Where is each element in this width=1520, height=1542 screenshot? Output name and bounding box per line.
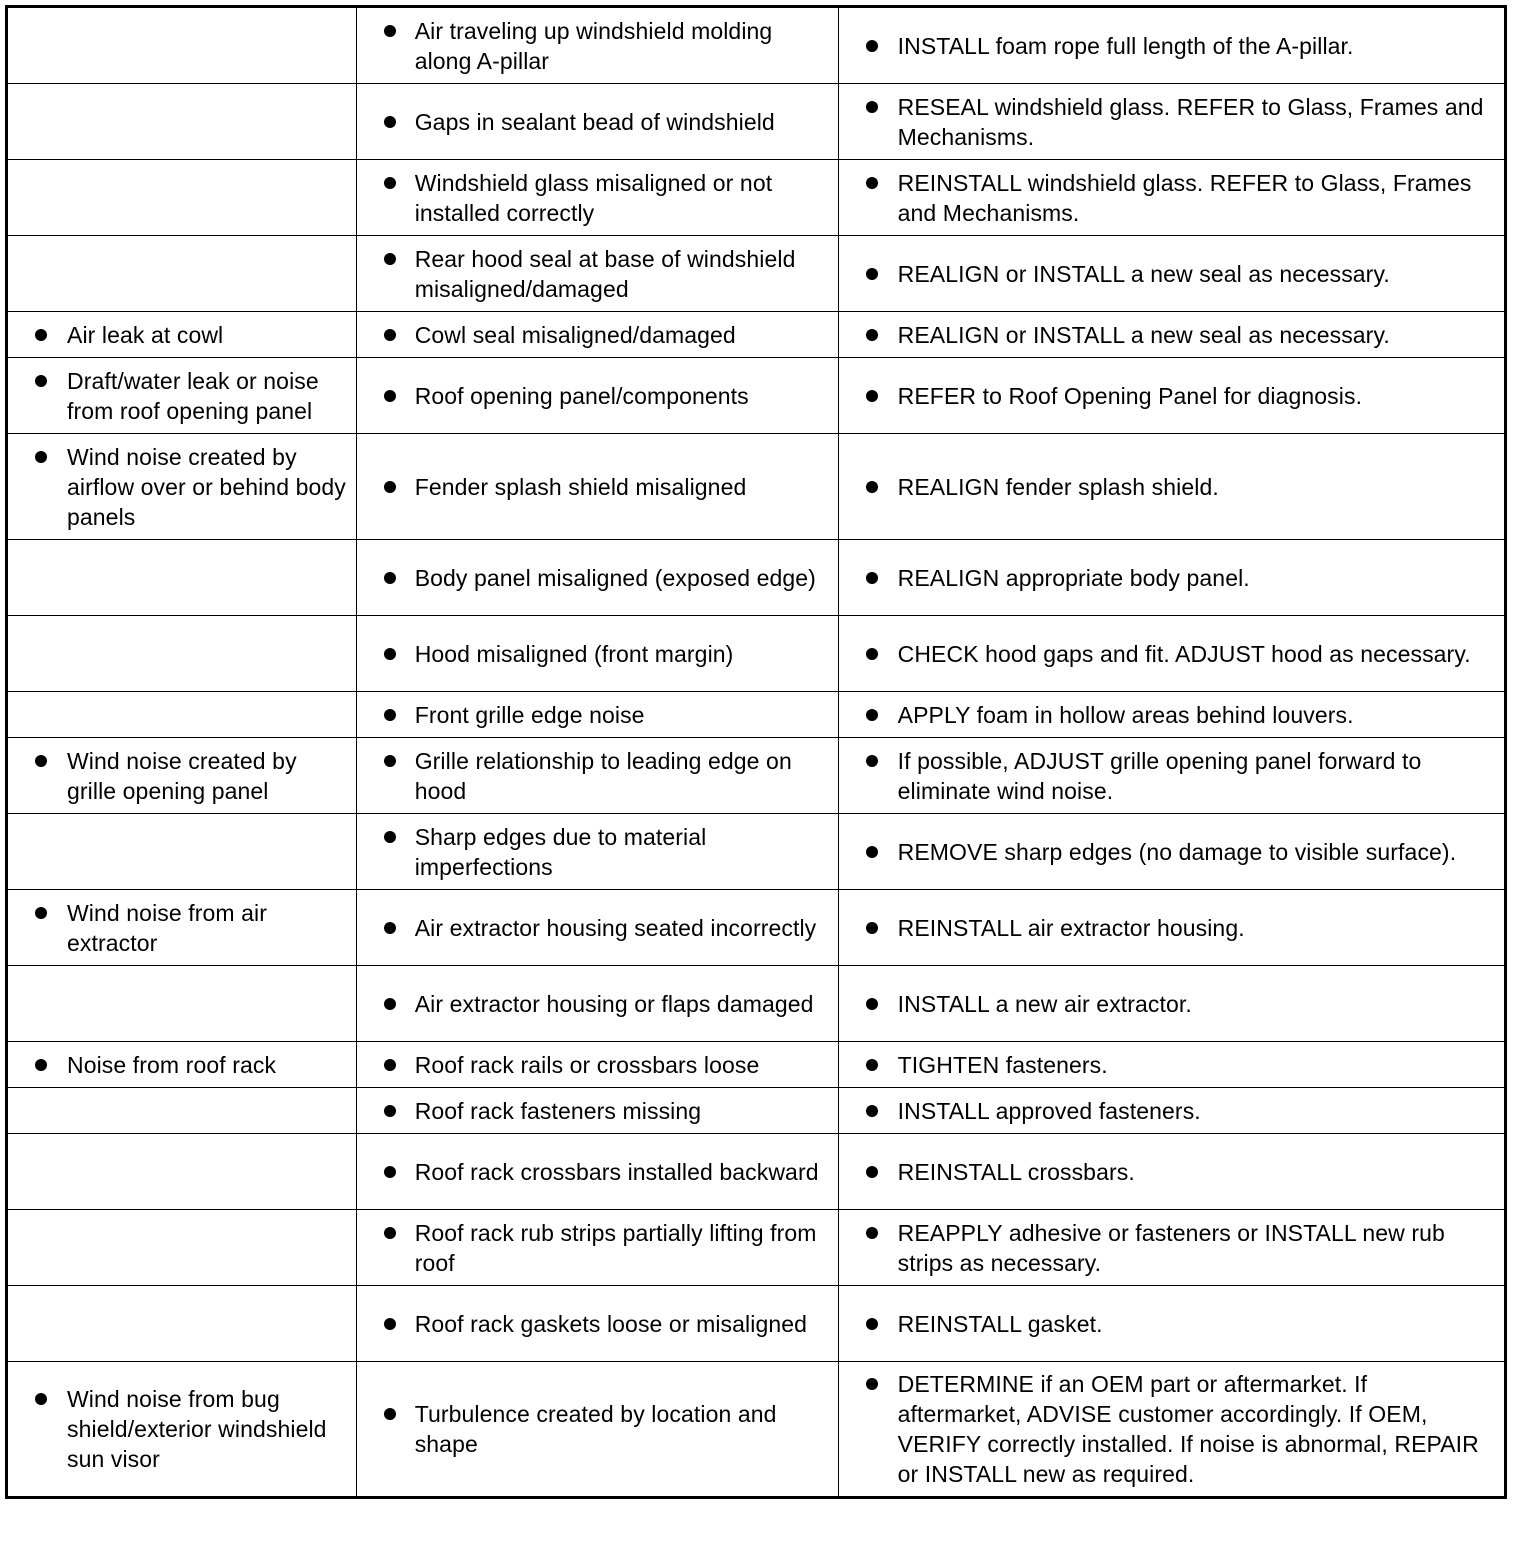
diagnosis-table (5, 5, 1507, 1499)
source-cell (356, 358, 838, 434)
bullet-icon (384, 648, 396, 660)
condition-cell (7, 890, 357, 966)
condition-cell-text: Draft/water leak or noise from roof opening panel (67, 367, 319, 424)
bullet-item (839, 472, 1504, 502)
bullet-icon (866, 481, 878, 493)
table-row (7, 738, 1506, 814)
action-cell (838, 434, 1505, 540)
condition-cell (7, 738, 357, 814)
bullet-item (357, 989, 838, 1019)
source-cell (356, 1210, 838, 1286)
table-row (7, 7, 1506, 84)
action-cell-text: REALIGN fender splash shield. (897, 473, 1219, 500)
table-row (7, 1210, 1506, 1286)
bullet-icon (35, 451, 47, 463)
table-row (7, 540, 1506, 616)
bullet-item (839, 1157, 1504, 1187)
bullet-item (839, 639, 1504, 669)
bullet-item (357, 168, 838, 228)
bullet-item (839, 837, 1504, 867)
bullet-icon (866, 846, 878, 858)
bullet-icon (384, 1318, 396, 1330)
bullet-icon (35, 329, 47, 341)
bullet-icon (384, 1227, 396, 1239)
bullet-icon (35, 375, 47, 387)
source-cell (356, 738, 838, 814)
source-cell-text: Turbulence created by location and shape (414, 1401, 777, 1457)
action-cell (838, 1088, 1505, 1134)
source-cell-text: Body panel misaligned (exposed edge) (414, 564, 816, 591)
action-cell-text: REALIGN or INSTALL a new seal as necessary. (897, 260, 1390, 287)
action-cell-text: INSTALL foam rope full length of the A-pillar. (897, 32, 1354, 59)
bullet-item (839, 259, 1504, 289)
table-row (7, 236, 1506, 312)
condition-cell (7, 692, 357, 738)
action-cell-text: REINSTALL windshield glass. REFER to Glass, Frames and Mechanisms. (897, 169, 1472, 226)
source-cell-text: Windshield glass misaligned or not installed correctly (414, 169, 773, 226)
bullet-icon (384, 998, 396, 1010)
action-cell (838, 966, 1505, 1042)
bullet-item (357, 639, 838, 669)
bullet-icon (866, 755, 878, 767)
source-cell-text: Front grille edge noise (414, 701, 645, 728)
table-body (7, 7, 1506, 1498)
source-cell (356, 1088, 838, 1134)
condition-cell-text: Wind noise created by airflow over or behind body panels (67, 443, 346, 530)
source-cell-text: Hood misaligned (front margin) (414, 640, 734, 667)
table-row (7, 1088, 1506, 1134)
bullet-item (839, 1369, 1504, 1489)
table-row (7, 966, 1506, 1042)
source-cell (356, 7, 838, 84)
table-row (7, 1286, 1506, 1362)
action-cell-text: REMOVE sharp edges (no damage to visible surface). (897, 838, 1457, 865)
bullet-item (8, 442, 356, 532)
action-cell (838, 1286, 1505, 1362)
bullet-item (839, 320, 1504, 350)
bullet-icon (384, 481, 396, 493)
source-cell (356, 160, 838, 236)
table-row (7, 312, 1506, 358)
bullet-item (839, 700, 1504, 730)
source-cell (356, 692, 838, 738)
source-cell-text: Roof rack crossbars installed backward (414, 1158, 819, 1185)
bullet-item (839, 381, 1504, 411)
bullet-icon (384, 709, 396, 721)
condition-cell (7, 1134, 357, 1210)
source-cell (356, 616, 838, 692)
action-cell (838, 1042, 1505, 1088)
bullet-item (8, 366, 356, 426)
bullet-icon (866, 1166, 878, 1178)
bullet-icon (866, 329, 878, 341)
bullet-icon (384, 1408, 396, 1420)
bullet-item (839, 1309, 1504, 1339)
bullet-item (357, 16, 838, 76)
condition-cell (7, 1286, 357, 1362)
action-cell-text: REALIGN appropriate body panel. (897, 564, 1250, 591)
table-row (7, 692, 1506, 738)
bullet-item (839, 913, 1504, 943)
source-cell (356, 540, 838, 616)
bullet-item (8, 746, 356, 806)
source-cell-text: Air traveling up windshield molding along A-pillar (414, 17, 773, 74)
condition-cell (7, 1210, 357, 1286)
bullet-icon (866, 268, 878, 280)
condition-cell (7, 7, 357, 84)
bullet-icon (35, 755, 47, 767)
bullet-item (357, 700, 838, 730)
bullet-icon (866, 572, 878, 584)
bullet-item (839, 1050, 1504, 1080)
table-row (7, 358, 1506, 434)
source-cell-text: Fender splash shield misaligned (414, 473, 747, 500)
action-cell (838, 692, 1505, 738)
source-cell (356, 236, 838, 312)
bullet-item (8, 320, 356, 350)
bullet-item (839, 92, 1504, 152)
condition-cell (7, 540, 357, 616)
action-cell-text: TIGHTEN fasteners. (897, 1051, 1108, 1078)
action-cell-text: RESEAL windshield glass. REFER to Glass, Frames and Mechanisms. (897, 93, 1484, 150)
bullet-item (8, 1050, 356, 1080)
bullet-item (839, 989, 1504, 1019)
condition-cell-text: Wind noise created by grille opening panel (67, 747, 297, 804)
source-cell (356, 1362, 838, 1498)
source-cell (356, 814, 838, 890)
bullet-icon (866, 709, 878, 721)
bullet-item (357, 320, 838, 350)
bullet-item (357, 1050, 838, 1080)
bullet-item (357, 472, 838, 502)
action-cell (838, 1362, 1505, 1498)
condition-cell (7, 236, 357, 312)
condition-cell (7, 312, 357, 358)
action-cell (838, 312, 1505, 358)
action-cell (838, 1210, 1505, 1286)
bullet-item (357, 1157, 838, 1187)
action-cell-text: If possible, ADJUST grille opening panel forward to eliminate wind noise. (897, 747, 1422, 804)
bullet-item (839, 168, 1504, 228)
bullet-icon (866, 1378, 878, 1390)
bullet-icon (866, 1318, 878, 1330)
bullet-icon (866, 177, 878, 189)
source-cell (356, 1286, 838, 1362)
source-cell (356, 890, 838, 966)
bullet-icon (866, 40, 878, 52)
bullet-item (839, 31, 1504, 61)
bullet-icon (866, 998, 878, 1010)
condition-cell (7, 1362, 357, 1498)
bullet-item (839, 563, 1504, 593)
action-cell-text: REINSTALL gasket. (897, 1310, 1103, 1337)
table-row (7, 1362, 1506, 1498)
condition-cell (7, 160, 357, 236)
action-cell (838, 616, 1505, 692)
source-cell-text: Roof rack rub strips partially lifting from roof (414, 1219, 817, 1276)
action-cell (838, 1134, 1505, 1210)
bullet-icon (384, 253, 396, 265)
bullet-icon (384, 329, 396, 341)
bullet-icon (384, 755, 396, 767)
source-cell-text: Air extractor housing or flaps damaged (414, 990, 814, 1017)
bullet-item (357, 1218, 838, 1278)
action-cell (838, 358, 1505, 434)
bullet-icon (35, 907, 47, 919)
action-cell-text: CHECK hood gaps and fit. ADJUST hood as necessary. (897, 640, 1471, 667)
bullet-icon (384, 1166, 396, 1178)
condition-cell-text: Wind noise from air extractor (67, 899, 268, 956)
bullet-icon (866, 1059, 878, 1071)
bullet-icon (384, 390, 396, 402)
action-cell-text: INSTALL a new air extractor. (897, 990, 1192, 1017)
source-cell-text: Air extractor housing seated incorrectly (414, 914, 817, 941)
bullet-icon (384, 922, 396, 934)
action-cell (838, 890, 1505, 966)
action-cell-text: INSTALL approved fasteners. (897, 1097, 1201, 1124)
bullet-icon (866, 1105, 878, 1117)
source-cell-text: Roof opening panel/components (414, 382, 749, 409)
bullet-item (8, 898, 356, 958)
table-row (7, 890, 1506, 966)
bullet-item (357, 913, 838, 943)
action-cell-text: DETERMINE if an OEM part or aftermarket. If aftermarket, ADVISE customer accordingly. If OEM, VERIFY correctly installed. If noise is abnormal, REPAIR or INSTALL new as required. (897, 1371, 1479, 1487)
action-cell-text: REALIGN or INSTALL a new seal as necessary. (897, 321, 1390, 348)
table-row (7, 814, 1506, 890)
action-cell (838, 84, 1505, 160)
condition-cell (7, 1042, 357, 1088)
source-cell (356, 312, 838, 358)
bullet-icon (35, 1393, 47, 1405)
condition-cell (7, 84, 357, 160)
source-cell-text: Roof rack rails or crossbars loose (414, 1051, 760, 1078)
condition-cell (7, 814, 357, 890)
bullet-icon (384, 1105, 396, 1117)
action-cell (838, 540, 1505, 616)
source-cell-text: Cowl seal misaligned/damaged (414, 321, 736, 348)
bullet-icon (384, 116, 396, 128)
table-row (7, 160, 1506, 236)
bullet-icon (35, 1059, 47, 1071)
bullet-icon (866, 922, 878, 934)
bullet-item (357, 1399, 838, 1459)
action-cell (838, 738, 1505, 814)
table-row (7, 1134, 1506, 1210)
bullet-icon (866, 1227, 878, 1239)
condition-cell-text: Noise from roof rack (67, 1051, 277, 1078)
condition-cell-text: Air leak at cowl (67, 321, 224, 348)
bullet-item (839, 746, 1504, 806)
condition-cell (7, 358, 357, 434)
table-row (7, 434, 1506, 540)
action-cell-text: REINSTALL air extractor housing. (897, 914, 1245, 941)
bullet-icon (384, 25, 396, 37)
source-cell (356, 84, 838, 160)
condition-cell (7, 966, 357, 1042)
bullet-item (839, 1218, 1504, 1278)
source-cell-text: Roof rack fasteners missing (414, 1097, 702, 1124)
action-cell-text: APPLY foam in hollow areas behind louvers. (897, 701, 1354, 728)
source-cell-text: Gaps in sealant bead of windshield (414, 108, 775, 135)
bullet-item (357, 822, 838, 882)
action-cell (838, 160, 1505, 236)
bullet-item (357, 746, 838, 806)
bullet-icon (384, 1059, 396, 1071)
source-cell-text: Grille relationship to leading edge on hood (414, 747, 792, 804)
bullet-icon (866, 390, 878, 402)
bullet-icon (866, 648, 878, 660)
source-cell (356, 1134, 838, 1210)
condition-cell-text: Wind noise from bug shield/exterior windshield sun visor (67, 1386, 327, 1472)
bullet-item (357, 1309, 838, 1339)
bullet-item (357, 563, 838, 593)
bullet-item (357, 107, 838, 137)
bullet-icon (384, 572, 396, 584)
bullet-item (8, 1384, 356, 1474)
action-cell-text: REINSTALL crossbars. (897, 1158, 1135, 1185)
action-cell-text: REFER to Roof Opening Panel for diagnosis. (897, 382, 1363, 409)
source-cell (356, 434, 838, 540)
condition-cell (7, 616, 357, 692)
bullet-icon (866, 101, 878, 113)
table-row (7, 616, 1506, 692)
source-cell-text: Sharp edges due to material imperfections (414, 823, 707, 880)
bullet-item (357, 244, 838, 304)
action-cell (838, 7, 1505, 84)
action-cell-text: REAPPLY adhesive or fasteners or INSTALL new rub strips as necessary. (897, 1219, 1445, 1276)
bullet-item (839, 1096, 1504, 1126)
action-cell (838, 236, 1505, 312)
table-row (7, 84, 1506, 160)
source-cell (356, 966, 838, 1042)
table-row (7, 1042, 1506, 1088)
source-cell-text: Rear hood seal at base of windshield misaligned/damaged (414, 245, 796, 302)
bullet-item (357, 1096, 838, 1126)
condition-cell (7, 434, 357, 540)
bullet-icon (384, 831, 396, 843)
source-cell (356, 1042, 838, 1088)
bullet-item (357, 381, 838, 411)
bullet-icon (384, 177, 396, 189)
action-cell (838, 814, 1505, 890)
condition-cell (7, 1088, 357, 1134)
source-cell-text: Roof rack gaskets loose or misaligned (414, 1310, 808, 1337)
